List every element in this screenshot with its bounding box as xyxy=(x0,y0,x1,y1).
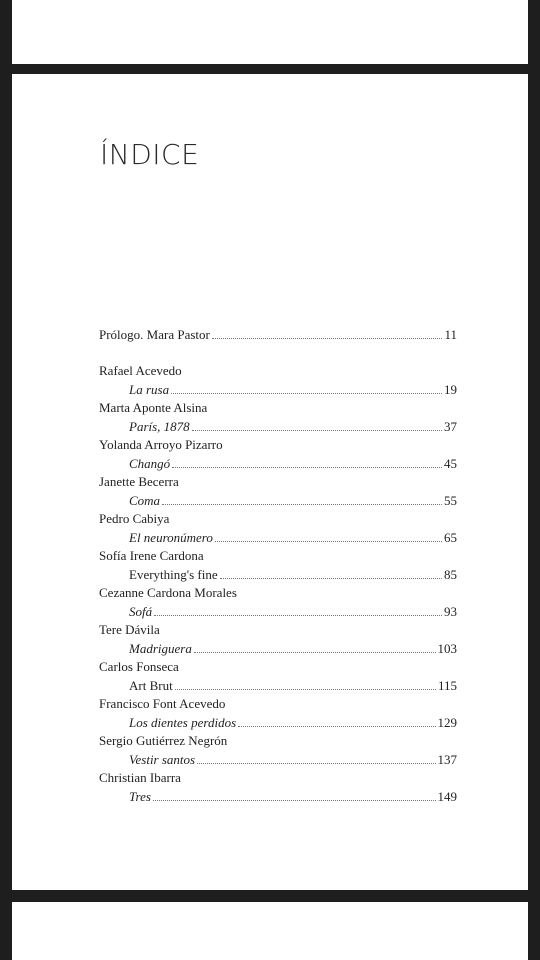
story-title: Tres xyxy=(129,788,151,804)
author-name: Rafael Acevedo xyxy=(99,363,182,378)
story-title: Madriguera xyxy=(129,640,192,656)
toc-title-row xyxy=(99,525,457,544)
toc-author-row xyxy=(99,581,457,600)
story-title: Changó xyxy=(129,455,171,471)
prologue-page-number: 11 xyxy=(444,326,457,342)
author-name: Janette Becerra xyxy=(99,474,179,489)
previous-page xyxy=(12,0,528,64)
dot-leader xyxy=(197,763,435,764)
dot-leader xyxy=(172,467,442,468)
toc-author-row xyxy=(99,359,457,378)
next-page xyxy=(12,902,528,960)
page-number: 93 xyxy=(444,603,457,619)
toc-author-row xyxy=(99,433,457,452)
toc-title-row xyxy=(99,414,457,433)
dot-leader xyxy=(192,430,442,431)
author-name: Yolanda Arroyo Pizarro xyxy=(99,437,223,452)
page-number: 149 xyxy=(437,788,457,804)
author-name: Tere Dávila xyxy=(99,622,160,637)
dot-leader xyxy=(194,652,436,653)
dot-leader xyxy=(215,541,442,542)
dot-leader xyxy=(238,726,435,727)
toc-author-row xyxy=(99,470,457,489)
toc-author-row xyxy=(99,396,457,415)
page-number: 45 xyxy=(444,455,457,471)
author-name: Sergio Gutiérrez Negrón xyxy=(99,733,228,748)
toc-author-row xyxy=(99,507,457,526)
toc-title-row xyxy=(99,377,457,396)
dot-leader xyxy=(212,338,443,339)
story-title: Everything's fine xyxy=(129,566,218,582)
story-title: París, 1878 xyxy=(129,418,190,434)
dot-leader xyxy=(154,615,442,616)
author-name: Cezanne Cardona Morales xyxy=(99,585,237,600)
page-number: 37 xyxy=(444,418,457,434)
author-name: Pedro Cabiya xyxy=(99,511,170,526)
story-title: El neuronúmero xyxy=(129,529,213,545)
toc-title-row xyxy=(99,451,457,470)
author-name: Francisco Font Acevedo xyxy=(99,696,226,711)
author-name: Carlos Fonseca xyxy=(99,659,179,674)
story-title: Coma xyxy=(129,492,161,508)
page-number: 19 xyxy=(444,381,457,397)
dot-leader xyxy=(171,393,442,394)
story-title: Los dientes perdidos xyxy=(129,714,237,730)
toc-title-row xyxy=(99,636,457,655)
dot-leader xyxy=(162,504,442,505)
toc-title-row xyxy=(99,747,457,766)
story-title: Vestir santos xyxy=(129,751,196,767)
page-number: 129 xyxy=(437,714,457,730)
dot-leader xyxy=(220,578,442,579)
story-title: Art Brut xyxy=(129,677,173,693)
toc-title-row xyxy=(99,784,457,803)
page-number: 65 xyxy=(444,529,457,545)
author-name: Christian Ibarra xyxy=(99,770,181,785)
toc-title-row xyxy=(99,562,457,581)
toc-title-row xyxy=(99,710,457,729)
toc-author-row xyxy=(99,655,457,674)
toc-title-row xyxy=(99,488,457,507)
prologue-title: Prólogo. Mara Pastor xyxy=(99,326,210,342)
story-title: La rusa xyxy=(129,381,170,397)
page-number: 55 xyxy=(444,492,457,508)
page-title: ÍNDICE xyxy=(100,138,200,171)
author-name: Marta Aponte Alsina xyxy=(99,400,208,415)
page-number: 115 xyxy=(437,677,457,693)
page-number: 103 xyxy=(437,640,457,656)
index-page xyxy=(12,74,528,890)
toc-author-row xyxy=(99,766,457,785)
dot-leader xyxy=(175,689,436,690)
dot-leader xyxy=(153,800,436,801)
toc-author-row xyxy=(99,618,457,637)
toc-title-row xyxy=(99,673,457,692)
toc-author-row xyxy=(99,729,457,748)
toc-title-row xyxy=(99,599,457,618)
toc-prologue-row xyxy=(99,322,457,341)
page-number: 85 xyxy=(444,566,457,582)
author-name: Sofía Irene Cardona xyxy=(99,548,204,563)
story-title: Sofá xyxy=(129,603,153,619)
table-of-contents xyxy=(99,322,457,803)
toc-author-row xyxy=(99,692,457,711)
toc-author-row xyxy=(99,544,457,563)
page-number: 137 xyxy=(437,751,457,767)
